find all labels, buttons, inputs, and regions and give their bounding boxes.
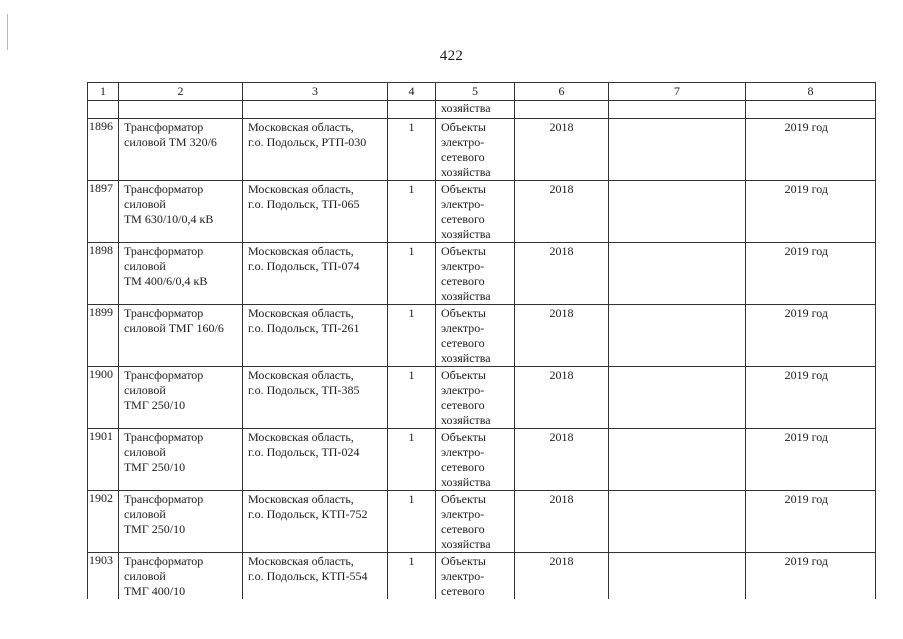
cell-qty: 1 xyxy=(388,181,436,243)
column-header-7: 7 xyxy=(609,83,746,101)
cell-year: 2018 xyxy=(515,305,609,367)
cell-name-line: силовой xyxy=(124,569,166,583)
cell-address-line: г.о. Подольск, ТП-065 xyxy=(248,197,360,211)
table-row xyxy=(88,367,876,429)
cell-name-line: силовой xyxy=(124,445,166,459)
cell-address-line: Московская область, xyxy=(248,182,354,196)
cell-category-line: сетевого xyxy=(441,584,485,598)
cell-category-line: электро- xyxy=(441,507,485,521)
cell-col7 xyxy=(609,243,746,305)
cell-category-line: хозяйства xyxy=(441,289,491,303)
cell-num: 1900 xyxy=(88,367,119,429)
cell-address xyxy=(243,429,388,491)
cell-category-line: Объекты xyxy=(441,368,486,382)
cell-address-line: Московская область, xyxy=(248,430,354,444)
cell-category xyxy=(436,553,515,600)
cell-name-line: силовой ТМГ 160/6 xyxy=(124,321,224,335)
cell-qty xyxy=(388,101,436,119)
cell-year: 2018 xyxy=(515,181,609,243)
cell-name-line: силовой xyxy=(124,259,166,273)
table-row xyxy=(88,491,876,553)
cell-name-line: Трансформатор xyxy=(124,120,204,134)
column-header-1: 1 xyxy=(88,83,119,101)
cell-category-line: Объекты xyxy=(441,430,486,444)
cell-category-line: Объекты xyxy=(441,554,486,568)
cell-address-line: г.о. Подольск, КТП-752 xyxy=(248,507,368,521)
cell-year: 2018 xyxy=(515,367,609,429)
cell-category-line: сетевого xyxy=(441,522,485,536)
cell-col7 xyxy=(609,367,746,429)
cell-name-line: Трансформатор xyxy=(124,182,204,196)
cell-address xyxy=(243,367,388,429)
cell-category xyxy=(436,119,515,181)
cell-category-line: хозяйства xyxy=(441,413,491,427)
cell-name-line: Трансформатор xyxy=(124,368,204,382)
cell-category-line: хозяйства xyxy=(441,475,491,489)
cell-category-line: Объекты xyxy=(441,306,486,320)
cell-category-line: электро- xyxy=(441,383,485,397)
cell-name-line: ТМГ 250/10 xyxy=(124,460,186,474)
cell-num: 1896 xyxy=(88,119,119,181)
cell-category-line: хозяйства xyxy=(441,165,491,179)
cell-qty: 1 xyxy=(388,119,436,181)
cell-name-line: Трансформатор xyxy=(124,306,204,320)
cell-address-line: Московская область, xyxy=(248,120,354,134)
cell-address-line: Московская область, xyxy=(248,492,354,506)
cell-year: 2018 xyxy=(515,429,609,491)
cell-deadline: 2019 год xyxy=(746,243,876,305)
cell-category: хозяйства xyxy=(436,101,515,119)
cell-address-line: г.о. Подольск, ТП-024 xyxy=(248,445,360,459)
cell-address-line: г.о. Подольск, РТП-030 xyxy=(248,135,367,149)
cell-deadline: 2019 год xyxy=(746,491,876,553)
cell-category-line: электро- xyxy=(441,445,485,459)
cell-address-line: Московская область, xyxy=(248,554,354,568)
cell-num: 1897 xyxy=(88,181,119,243)
header-row xyxy=(88,83,876,101)
table-row xyxy=(88,243,876,305)
cell-deadline: 2019 год xyxy=(746,305,876,367)
cell-category xyxy=(436,243,515,305)
table-row xyxy=(88,119,876,181)
cell-col7 xyxy=(609,553,746,600)
cell-name xyxy=(119,367,243,429)
cell-address-line: Московская область, xyxy=(248,306,354,320)
cell-name-line: ТМГ 250/10 xyxy=(124,522,186,536)
cell-col7 xyxy=(609,491,746,553)
continuation-row xyxy=(88,101,876,119)
cell-deadline xyxy=(746,101,876,119)
cell-name-line: силовой xyxy=(124,383,166,397)
cell-name-line: силовой xyxy=(124,507,166,521)
cell-category xyxy=(436,491,515,553)
table-row xyxy=(88,429,876,491)
cell-year: 2018 xyxy=(515,119,609,181)
cell-address xyxy=(243,243,388,305)
cell-qty: 1 xyxy=(388,367,436,429)
column-header-3: 3 xyxy=(243,83,388,101)
cell-address xyxy=(243,181,388,243)
cell-name-line: ТМ 400/6/0,4 кВ xyxy=(124,274,208,288)
cell-category-line: электро- xyxy=(441,321,485,335)
cell-name-line: Трансформатор xyxy=(124,244,204,258)
cell-year xyxy=(515,101,609,119)
cell-address xyxy=(243,491,388,553)
cell-category-line: Объекты xyxy=(441,244,486,258)
cell-name-line: Трансформатор xyxy=(124,554,204,568)
column-header-8: 8 xyxy=(746,83,876,101)
cell-qty: 1 xyxy=(388,305,436,367)
cell-name-line: ТМ 630/10/0,4 кВ xyxy=(124,212,214,226)
cell-num: 1902 xyxy=(88,491,119,553)
cell-category xyxy=(436,181,515,243)
column-header-5: 5 xyxy=(436,83,515,101)
cell-name xyxy=(119,181,243,243)
cell-address-line: Московская область, xyxy=(248,368,354,382)
cell-address-line: г.о. Подольск, ТП-261 xyxy=(248,321,360,335)
cell-name-line: силовой ТМ 320/6 xyxy=(124,135,217,149)
scan-margin-line xyxy=(7,14,8,50)
cell-deadline: 2019 год xyxy=(746,181,876,243)
cell-category-line: сетевого xyxy=(441,336,485,350)
cell-num: 1903 xyxy=(88,553,119,600)
cell-name xyxy=(119,243,243,305)
cell-address-line: г.о. Подольск, ТП-074 xyxy=(248,259,360,273)
cell-name-line: Трансформатор xyxy=(124,430,204,444)
cell-address-line: Московская область, xyxy=(248,244,354,258)
cell-year: 2018 xyxy=(515,553,609,600)
table-body xyxy=(88,101,876,600)
cell-address xyxy=(243,305,388,367)
cell-category-line: сетевого xyxy=(441,212,485,226)
cell-address xyxy=(243,553,388,600)
cell-address-line: г.о. Подольск, ТП-385 xyxy=(248,383,360,397)
cell-name xyxy=(119,491,243,553)
cell-deadline: 2019 год xyxy=(746,429,876,491)
cell-name-line: силовой xyxy=(124,197,166,211)
cell-name-line: ТМГ 400/10 xyxy=(124,584,186,598)
cell-category-line: электро- xyxy=(441,197,485,211)
table-row xyxy=(88,305,876,367)
cell-col7 xyxy=(609,119,746,181)
cell-col7 xyxy=(609,181,746,243)
cell-category-line: сетевого xyxy=(441,460,485,474)
cell-category-line: сетевого xyxy=(441,274,485,288)
cell-num: 1901 xyxy=(88,429,119,491)
cell-address xyxy=(243,101,388,119)
cell-name xyxy=(119,429,243,491)
table-row xyxy=(88,553,876,600)
cell-category-line: электро- xyxy=(441,569,485,583)
cell-address-line: г.о. Подольск, КТП-554 xyxy=(248,569,368,583)
cell-num: 1898 xyxy=(88,243,119,305)
column-header-2: 2 xyxy=(119,83,243,101)
table-header xyxy=(88,83,876,101)
cell-name xyxy=(119,119,243,181)
cell-category-line: Объекты xyxy=(441,120,486,134)
cell-year: 2018 xyxy=(515,243,609,305)
cell-name xyxy=(119,305,243,367)
equipment-register-table xyxy=(87,82,876,599)
cell-category xyxy=(436,367,515,429)
cell-year: 2018 xyxy=(515,491,609,553)
cell-deadline: 2019 год xyxy=(746,119,876,181)
cell-deadline: 2019 год xyxy=(746,367,876,429)
table-row xyxy=(88,181,876,243)
cell-address xyxy=(243,119,388,181)
cell-category-line: Объекты xyxy=(441,492,486,506)
cell-num: 1899 xyxy=(88,305,119,367)
cell-category-line: хозяйства xyxy=(441,537,491,551)
cell-col7 xyxy=(609,101,746,119)
cell-category-line: хозяйства xyxy=(441,227,491,241)
cell-col7 xyxy=(609,429,746,491)
column-header-4: 4 xyxy=(388,83,436,101)
cell-name-line: ТМГ 250/10 xyxy=(124,398,186,412)
cell-col7 xyxy=(609,305,746,367)
cell-qty: 1 xyxy=(388,553,436,600)
cell-name xyxy=(119,553,243,600)
page-number: 422 xyxy=(439,48,464,64)
cell-name-line: Трансформатор xyxy=(124,492,204,506)
cell-qty: 1 xyxy=(388,491,436,553)
cell-qty: 1 xyxy=(388,243,436,305)
cell-category-line: хозяйства xyxy=(441,351,491,365)
cell-category-line: электро- xyxy=(441,135,485,149)
cell-category-line: электро- xyxy=(441,259,485,273)
cell-category-line: сетевого xyxy=(441,398,485,412)
cell-qty: 1 xyxy=(388,429,436,491)
column-header-6: 6 xyxy=(515,83,609,101)
cell-category xyxy=(436,305,515,367)
cell-deadline: 2019 год xyxy=(746,553,876,600)
cell-num xyxy=(88,101,119,119)
cell-category-line: Объекты xyxy=(441,182,486,196)
cell-name xyxy=(119,101,243,119)
cell-category-line: сетевого xyxy=(441,150,485,164)
cell-category xyxy=(436,429,515,491)
